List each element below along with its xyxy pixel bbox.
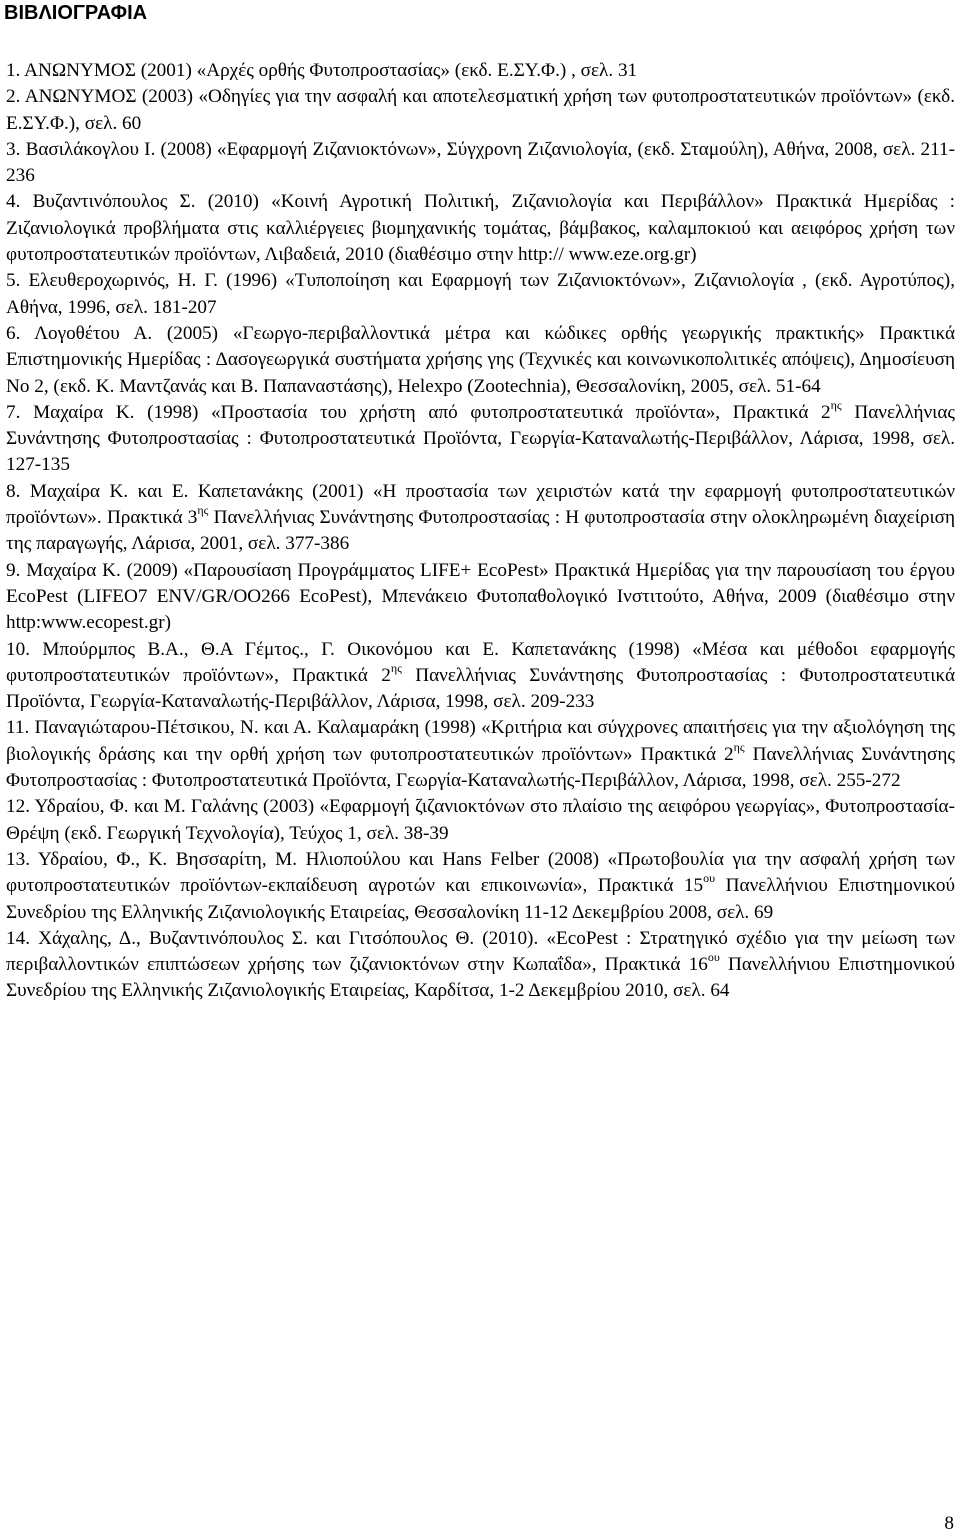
reference-item — [6, 397, 955, 479]
reference-item: 6. Λογοθέτου Α. (2005) «Γεωργο-περιβαλλοντικά μέτρα και κώδικες ορθής γεωργικής πρακτικής» Πρακτικά Επιστημονικής Ημερίδας : Δασογεωργικά συστήματα χρήσης γης (Τεχνικές και κοινωνικοπολιτικές απόψεις), Δημοσίευση Νο 2, (εκδ. Κ. Μαντζανάς και Β. Παπαναστάσης), Helexpo (Zootechnia), Θεσσαλονίκη, 2005, σελ. 51-64 — [6, 322, 955, 397]
reference-text: 7. Μαχαίρα Κ. (1998) «Προστασία του χρήστη από φυτοπροστατευτικά προϊόντα», Πρακτικά 2 — [6, 401, 831, 423]
page-heading: ΒΙΒΛΙΟΓΡΑΦΙΑ — [4, 2, 148, 24]
ordinal-suffix: ης — [733, 739, 745, 754]
reference-item: 3. Βασιλάκογλου Ι. (2008) «Εφαρμογή Ζιζανιοκτόνων», Σύγχρονη Ζιζανιολογία, (εκδ. Σταμούλη), Αθήνα, 2008, σελ. 211-236 — [6, 138, 955, 187]
reference-item: 2. ΑΝΩΝΥΜΟΣ (2003) «Οδηγίες για την ασφαλή και αποτελεσματική χρήση των φυτοπροστατευτικών προϊόντων» (εκδ. Ε.ΣΥ.Φ.), σελ. 60 — [6, 86, 955, 134]
reference-text: Πανελλήνιας Συνάντησης Φυτοπροστασίας : Φυτοπροστατευτικά Προϊόντα, Γεωργία-Καταναλωτής-Περιβάλλον, Λάρισα, 1998, σελ. 209-233 — [6, 664, 955, 713]
ordinal-suffix: ης — [390, 660, 402, 675]
reference-item — [6, 637, 955, 716]
reference-text: Πανελλήνιας Συνάντησης Φυτοπροστασίας : Η φυτοπροστασία στην ολοκληρωμένη διαχείριση της παραγωγής, Λάρισα, 2001, σελ. 377-386 — [6, 507, 955, 555]
reference-item — [6, 715, 955, 794]
ordinal-suffix: ου — [707, 950, 720, 965]
reference-item: 4. Βυζαντινόπουλος Σ. (2010) «Κοινή Αγροτική Πολιτική, Ζιζανιολογία και Περιβάλλον» Πρακτικά Ημερίδας : Ζιζανιολογικά προβλήματα στις καλλιέργειες βιομηχανικής τομάτας, βάμβακος, καλαμποκιού και αειφόρος χρήση των φυτοπροστατευτικών προϊόντων, Λιβαδειά, 2010 (διαθέσιμο στην http:// www.eze.org.gr) — [6, 191, 955, 266]
ordinal-suffix: ου — [703, 871, 716, 886]
reference-item — [6, 479, 955, 558]
reference-text: Πανελλήνιου Επιστημονικού Συνεδρίου της Ελληνικής Ζιζανιολογικής Εταιρείας, Καρδίτσα, 1-2 Δεκεμβρίου 2010, σελ. 64 — [6, 954, 955, 1002]
ordinal-suffix: ης — [197, 503, 209, 518]
reference-text: 11. Παναγιώταρου-Πέτσικου, Ν. και Α. Καλαμαράκη (1998) «Κριτήρια και σύγχρονες απαιτήσεις για την αξιολόγηση της βιολογικής δράσης και την ορθή χρήση των φυτοπροστατευτικών προϊόντων» Πρακτικά 2 — [6, 717, 955, 765]
reference-text: Πανελλήνιας Συνάντησης Φυτοπροστασίας : Φυτοπροστατευτικά Προϊόντα, Γεωργία-Καταναλωτής-Περιβάλλον, Λάρισα, 1998, σελ. 127-135 — [6, 401, 955, 476]
reference-text: 14. Χάχαλης, Δ., Βυζαντινόπουλος Σ. και Γιτσόπουλος Θ. (2010). «EcoPest : Στρατηγικό σχέδιο για την μείωση των περιβαλλοντικών επιπτώσεων χρήσης των ζιζανιοκτόνων στην Κωπαΐδα», Πρακτικά 16 — [6, 927, 955, 976]
reference-item — [6, 847, 955, 926]
reference-item: 9. Μαχαίρα Κ. (2009) «Παρουσίαση Προγράμματος LIFE+ EcoPest» Πρακτικά Ημερίδας για την παρουσίαση του έργου EcoPest (LIFEO7 ENV/GR/OO266 EcoPest), Μπενάκειο Φυτοπαθολογικό Ινστιτούτο, Αθήνα, 2009 (διαθέσιμο στην http:www.ecopest.gr) — [6, 559, 955, 634]
reference-item: 5. Ελευθεροχωρινός, Η. Γ. (1996) «Τυποποίηση και Εφαρμογή των Ζιζανιοκτόνων», Ζιζανιολογία , (εκδ. Αγροτύπος), Αθήνα, 1996, σελ. 181-207 — [6, 270, 955, 318]
reference-text: 10. Μπούρμπος Β.Α., Θ.Α Γέμτος., Γ. Οικονόμου και Ε. Καπετανάκης (1998) «Μέσα και μέθοδοι εφαρμογής φυτοπροστατευτικών προϊόντων», Πρακτικά 2 — [6, 638, 955, 686]
ordinal-suffix: ης — [830, 397, 842, 412]
reference-item — [6, 926, 955, 1005]
reference-text: Πανελλήνιας Συνάντησης Φυτοπροστασίας : Φυτοπροστατευτικά Προϊόντα, Γεωργία-Καταναλωτής-Περιβάλλον, Λάρισα, 1998, σελ. 255-272 — [6, 743, 955, 792]
reference-text: Πανελλήνιου Επιστημονικού Συνεδρίου της Ελληνικής Ζιζανιολογικής Εταιρείας, Θεσσαλονίκη 11-12 Δεκεμβρίου 2008, σελ. 69 — [6, 875, 955, 923]
reference-text: 13. Υδραίου, Φ., Κ. Βησσαρίτη, Μ. Ηλιοπούλου και Hans Felber (2008) «Πρωτοβουλία για την ασφαλή χρήση των φυτοπροστατευτικών προϊόντων-εκπαίδευση αγροτών και επικοινωνία», Πρακτικά 15 — [6, 848, 955, 897]
reference-item: 12. Υδραίου, Φ. και Μ. Γαλάνης (2003) «Εφαρμογή ζιζανιοκτόνων στο πλαίσιο της αειφόρου γεωργίας», Φυτοπροστασία-Θρέψη (εκδ. Γεωργική Τεχνολογία), Τεύχος 1, σελ. 38-39 — [6, 796, 955, 844]
reference-item: 1. ΑΝΩΝΥΜΟΣ (2001) «Αρχές ορθής Φυτοπροστασίας» (εκδ. Ε.ΣΥ.Φ.) , σελ. 31 — [6, 60, 638, 81]
reference-list — [6, 58, 955, 1005]
reference-text: 8. Μαχαίρα Κ. και Ε. Καπετανάκης (2001) «Η προστασία των χειριστών κατά την εφαρμογή φυτοπροστατευτικών προϊόντων». Πρακτικά 3 — [6, 480, 955, 529]
page-number: 8 — [944, 1513, 954, 1534]
